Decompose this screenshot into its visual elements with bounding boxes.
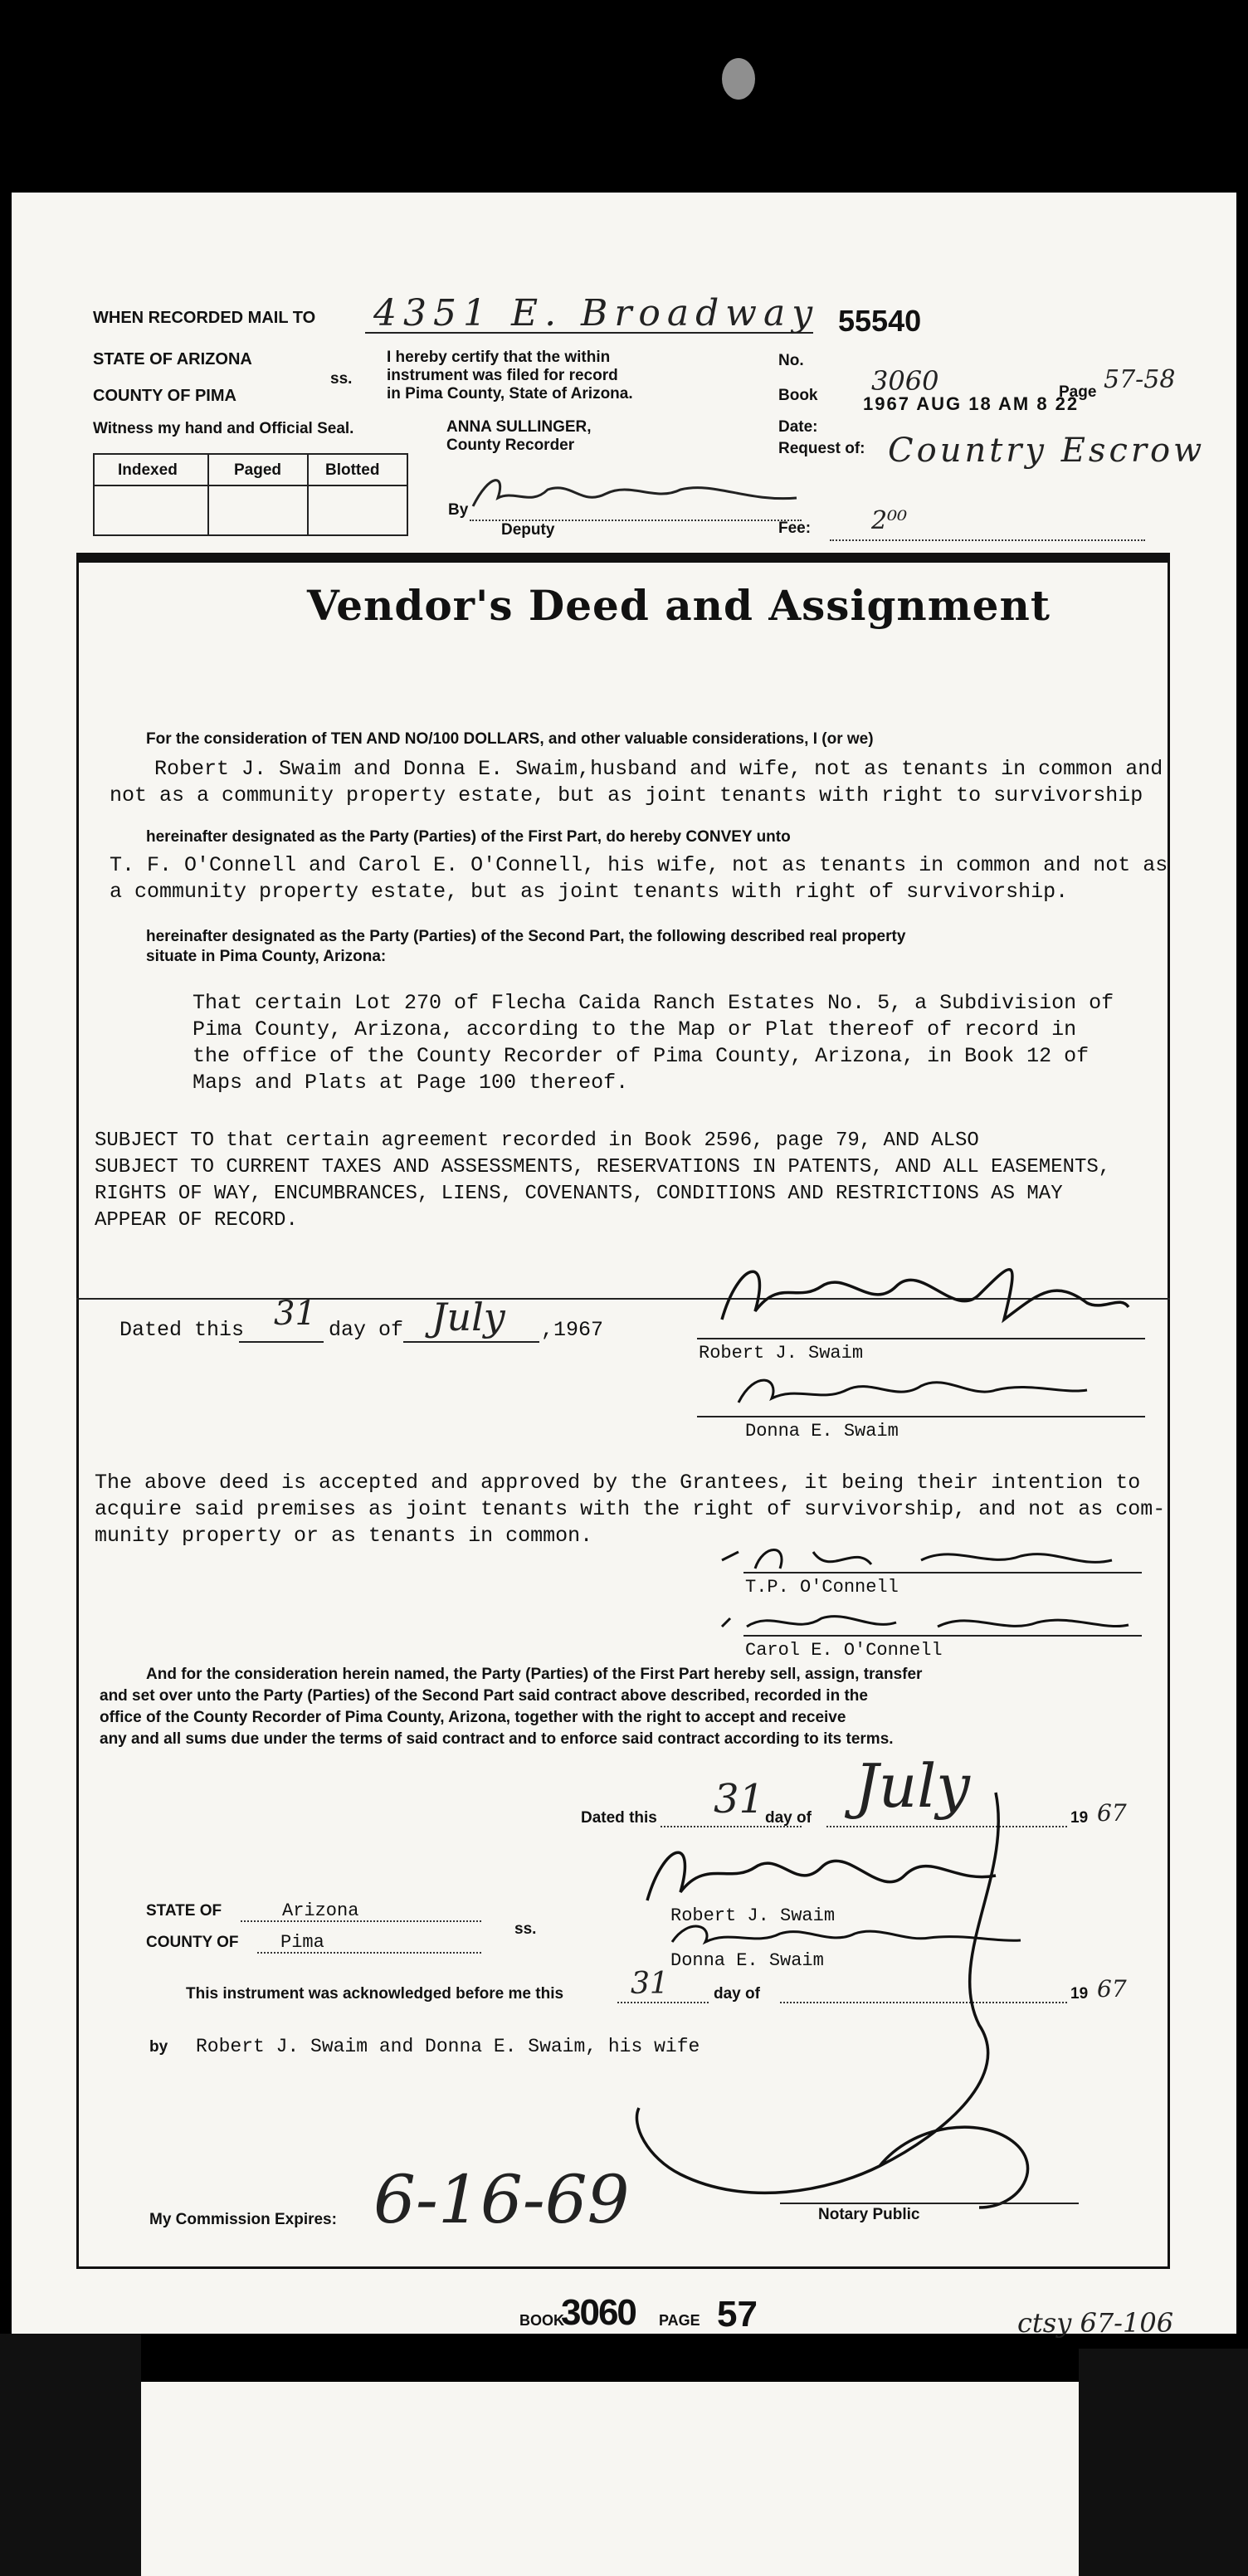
notary-line	[780, 2203, 1079, 2204]
index-header-blotted: Blotted	[325, 461, 380, 479]
footer-page-number: 57	[717, 2294, 758, 2334]
by-names: Robert J. Swaim and Donna E. Swaim, his wife	[196, 2036, 700, 2057]
by-label: By	[448, 501, 469, 519]
book-value: 3060	[871, 365, 939, 397]
state-value: Arizona	[282, 1900, 359, 1921]
dated-day-line	[239, 1341, 324, 1343]
certify-line1: I hereby certify that the within	[387, 349, 611, 366]
ack-day: 31	[631, 1967, 669, 2001]
grantor2-name: Donna E. Swaim	[745, 1421, 899, 1442]
second-party-line2: situate in Pima County, Arizona:	[146, 948, 387, 965]
recording-stamp: 1967 AUG 18 AM 8 22	[863, 393, 1080, 414]
legal-description-line2: Pima County, Arizona, according to the Map or Plat thereof of record in	[193, 1017, 1077, 1042]
first-party-line: hereinafter designated as the Party (Parties) of the First Part, do hereby CONVEY unto	[146, 828, 791, 846]
date-label: Date:	[778, 418, 818, 436]
subject-line2: SUBJECT TO CURRENT TAXES AND ASSESSMENTS, RESERVATIONS IN PATENTS, AND ALL EASEMENTS,	[95, 1156, 1111, 1178]
assign-line3: office of the County Recorder of Pima County, Arizona, together with the right to accept and receive	[100, 1709, 846, 1726]
request-value: Country Escrow	[888, 432, 1206, 470]
state-label: STATE OF	[146, 1902, 222, 1920]
grantee1-name: T.P. O'Connell	[745, 1577, 899, 1598]
record-number: 55540	[838, 304, 922, 338]
assign-line4: any and all sums due under the terms of said contract and to enforce said contract according to its terms.	[100, 1730, 894, 1748]
grantor1-name: Robert J. Swaim	[699, 1343, 864, 1364]
commission-label: My Commission Expires:	[149, 2211, 337, 2228]
by-label-2: by	[149, 2038, 168, 2056]
grantees-line2: a community property estate, but as joint tenants with right of survivorship.	[110, 880, 1069, 904]
assign-line1: And for the consideration herein named, the Party (Parties) of the First Part hereby sell, assign, transfer	[146, 1666, 923, 1683]
accept-line3: munity property or as tenants in common.	[95, 1524, 593, 1548]
ack-line: This instrument was acknowledged before me this	[186, 1985, 564, 2003]
certify-line3: in Pima County, State of Arizona.	[387, 385, 633, 402]
fee-value: 2⁰⁰	[871, 506, 908, 535]
dated2-year-prefix: 19	[1070, 1809, 1089, 1827]
state-line	[241, 1920, 481, 1922]
grantor2-signature	[730, 1353, 1095, 1419]
deed-title: Vendor's Deed and Assignment	[307, 581, 1051, 630]
page-label: Page	[1059, 383, 1097, 401]
grantors-line2: not as a community property estate, but as joint tenants with right to survivorship	[110, 783, 1143, 807]
index-header-indexed: Indexed	[118, 461, 178, 479]
recorder-title: County Recorder	[446, 437, 575, 454]
ack-year-prefix: 19	[1070, 1985, 1089, 2003]
grantor1-signature	[705, 1245, 1137, 1344]
dated-month-line	[403, 1341, 539, 1343]
grantees-line1: T. F. O'Connell and Carol E. O'Connell, his wife, not as tenants in common and not as	[110, 853, 1168, 877]
page-value: 57-58	[1104, 365, 1176, 394]
dated2-day: 31	[714, 1776, 765, 1822]
second-party-line1: hereinafter designated as the Party (Parties) of the Second Part, the following described real property	[146, 928, 906, 945]
scan-edge-bottom	[141, 2382, 1079, 2576]
scan-edge-bottom-left	[0, 2334, 141, 2576]
recorder-signature	[465, 465, 813, 523]
dated2-year: 67	[1097, 1799, 1127, 1827]
footer-page-label: PAGE	[659, 2312, 700, 2329]
ack-year: 67	[1097, 1975, 1127, 2003]
index-table-col1	[207, 453, 209, 536]
grantee2-name: Carol E. O'Connell	[745, 1640, 943, 1661]
index-table-col2	[307, 453, 309, 536]
certify-line2: instrument was filed for record	[387, 367, 618, 384]
index-table-divider	[93, 485, 408, 486]
notary-label: Notary Public	[818, 2206, 920, 2223]
legal-description-line3: the office of the County Recorder of Pima County, Arizona, in Book 12 of	[193, 1044, 1090, 1068]
no-label: No.	[778, 352, 804, 369]
subject-line3: RIGHTS OF WAY, ENCUMBRANCES, LIENS, COVENANTS, CONDITIONS AND RESTRICTIONS AS MAY	[95, 1183, 1063, 1205]
ack-dayof: day of	[714, 1985, 760, 2003]
county-label: COUNTY OF	[146, 1934, 239, 1951]
request-label: Request of:	[778, 440, 865, 457]
subject-line4: APPEAR OF RECORD.	[95, 1209, 298, 1232]
subject-line1: SUBJECT TO that certain agreement recorded in Book 2596, page 79, AND ALSO	[95, 1129, 979, 1152]
commission-value: 6-16-69	[373, 2161, 630, 2238]
accept-line2: acquire said premises as joint tenants with the right of survivorship, and not as com-	[95, 1497, 1166, 1521]
deed-frame-top-bar	[76, 553, 1170, 563]
dated-day-of: day of	[329, 1318, 404, 1342]
deputy-label: Deputy	[501, 521, 555, 539]
dated2-label: Dated this	[581, 1809, 657, 1827]
dated-day: 31	[274, 1295, 316, 1333]
scan-noise	[722, 58, 755, 100]
notary-signature	[631, 1776, 1062, 2232]
legal-description-line4: Maps and Plats at Page 100 thereof.	[193, 1071, 629, 1095]
dated2-month: July	[855, 1751, 970, 1821]
fee-label: Fee:	[778, 520, 812, 537]
fee-line	[830, 539, 1145, 541]
witness-line: Witness my hand and Official Seal.	[93, 420, 354, 437]
recorder-name: ANNA SULLINGER,	[446, 418, 592, 436]
dated-this-label: Dated this	[119, 1318, 245, 1342]
county-value: Pima	[280, 1932, 324, 1953]
book-label: Book	[778, 387, 818, 404]
dated-year: ,1967	[541, 1318, 604, 1342]
footer-file-note: ctsy 67-106	[1017, 2307, 1174, 2339]
mail-to-address: 4351 E. Broadway	[373, 292, 820, 334]
sig2-name1: Robert J. Swaim	[670, 1905, 836, 1926]
county-line	[257, 1952, 481, 1954]
consideration-line: For the consideration of TEN AND NO/100 DOLLARS, and other valuable considerations, I (or we)	[146, 730, 874, 748]
mail-to-line	[365, 332, 813, 334]
footer-book-number: 3060	[561, 2292, 636, 2333]
index-header-paged: Paged	[234, 461, 282, 479]
state-line: STATE OF ARIZONA	[93, 350, 252, 368]
sig2-name2: Donna E. Swaim	[670, 1950, 824, 1971]
assign-line2: and set over unto the Party (Parties) of the Second Part said contract above described, recorded in the	[100, 1687, 868, 1705]
dated-month: July	[431, 1295, 505, 1339]
legal-description-line1: That certain Lot 270 of Flecha Caida Ranch Estates No. 5, a Subdivision of	[193, 991, 1114, 1015]
state-ss: ss.	[514, 1920, 537, 1938]
header-ss: ss.	[330, 370, 353, 388]
accept-line1: The above deed is accepted and approved by the Grantees, it being their intention to	[95, 1471, 1141, 1495]
county-line: COUNTY OF PIMA	[93, 387, 236, 405]
scan-edge-bottom-right	[1079, 2349, 1248, 2576]
footer-book-label: BOOK	[519, 2312, 564, 2329]
when-recorded-label: WHEN RECORDED MAIL TO	[93, 309, 316, 327]
dated2-dayof: day of	[765, 1809, 812, 1827]
grantors-line1: Robert J. Swaim and Donna E. Swaim,husband and wife, not as tenants in common and	[154, 757, 1163, 781]
